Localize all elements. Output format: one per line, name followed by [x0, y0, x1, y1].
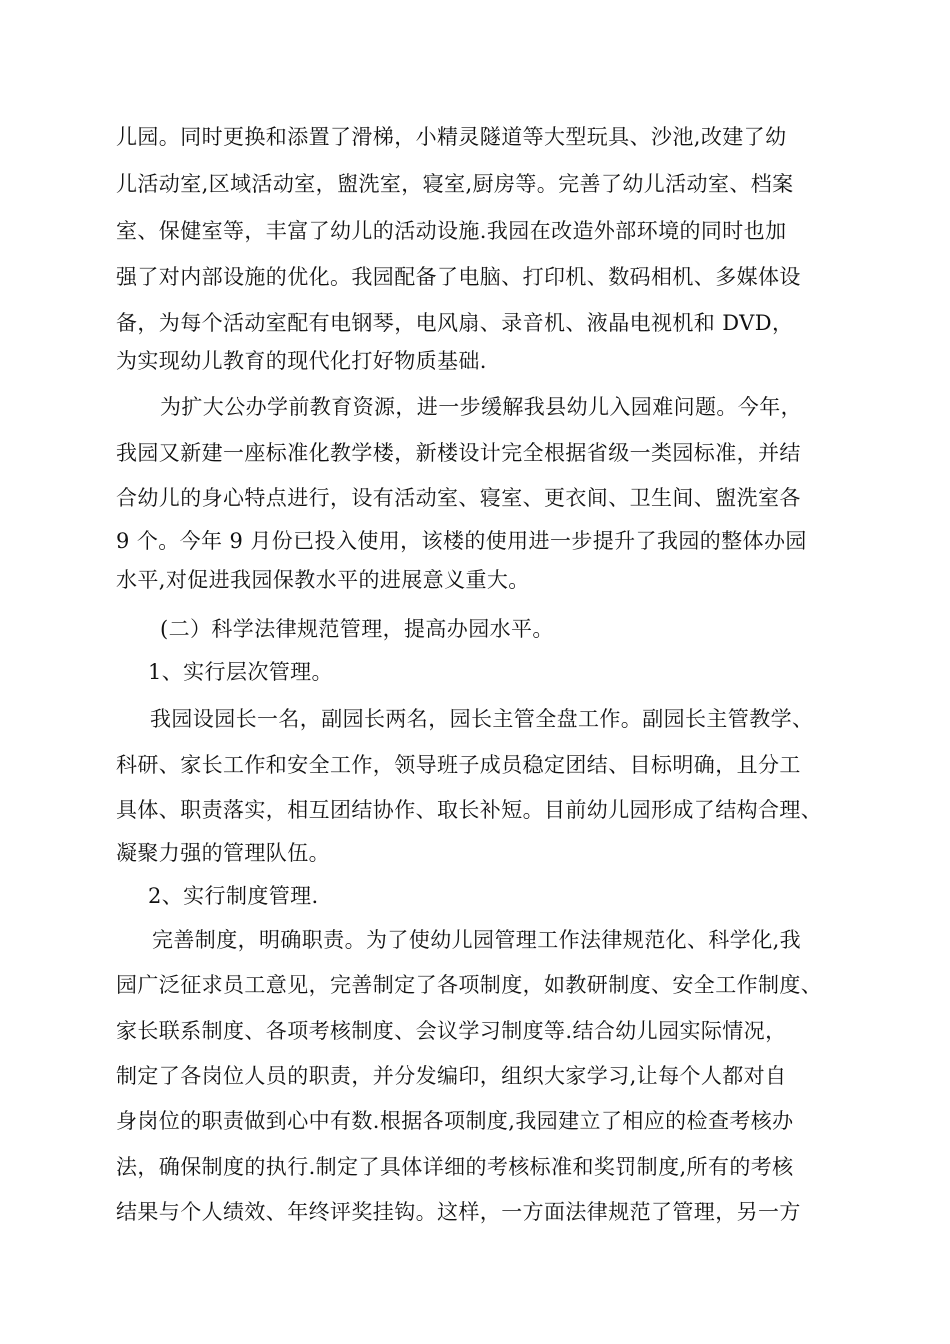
subsection-heading: 1、实行层次管理。 [148, 660, 333, 684]
text-line: 儿活动室,区域活动室，盥洗室，寝室,厨房等。完善了幼儿活动室、档案 [116, 172, 794, 196]
paragraph-first-line: 为扩大公办学前教育资源，进一步缓解我县幼儿入园难问题。今年， [160, 395, 802, 419]
text-line: 身岗位的职责做到心中有数.根据各项制度,我园建立了相应的检查考核办 [116, 1109, 794, 1133]
text-line: 结果与个人绩效、年终评奖挂钩。这样，一方面法律规范了管理，另一方 [116, 1200, 801, 1224]
paragraph-first-line: 我园设园长一名，副园长两名，园长主管全盘工作。副园长主管教学、 [150, 707, 814, 731]
text-line: 制定了各岗位人员的职责，并分发编印，组织大家学习,让每个人都对自 [116, 1064, 787, 1088]
subsection-heading: 2、实行制度管理. [148, 884, 319, 908]
text-line: 儿园。同时更换和添置了滑梯，小精灵隧道等大型玩具、沙池,改建了幼 [116, 125, 787, 149]
text-line: 强了对内部设施的优化。我园配备了电脑、打印机、数码相机、多媒体设 [116, 265, 801, 289]
text-line: 室、保健室等，丰富了幼儿的活动设施.我园在改造外部环境的同时也加 [116, 219, 787, 243]
text-line: 科研、家长工作和安全工作，领导班子成员稳定团结、目标明确，且分工 [116, 753, 801, 777]
text-line: 凝聚力强的管理队伍。 [116, 841, 330, 865]
text-line: 法，确保制度的执行.制定了具体详细的考核标准和奖罚制度,所有的考核 [116, 1155, 794, 1179]
text-line: 合幼儿的身心特点进行，设有活动室、寝室、更衣间、卫生间、盥洗室各 [116, 486, 801, 510]
text-line: 9 个。今年 9 月份已投入使用，该楼的使用进一步提升了我园的整体办园 [116, 529, 807, 553]
section-heading: (二）科学法律规范管理，提高办园水平。 [160, 617, 554, 641]
paragraph-first-line: 完善制度，明确职责。为了使幼儿园管理工作法律规范化、科学化,我 [152, 928, 802, 952]
text-line: 我园又新建一座标准化教学楼，新楼设计完全根据省级一类园标准，并结 [116, 441, 801, 465]
text-line: 具体、职责落实，相互团结协作、取长补短。目前幼儿园形成了结构合理、 [116, 798, 823, 822]
text-line: 园广泛征求员工意见，完善制定了各项制度，如教研制度、安全工作制度、 [116, 973, 823, 997]
text-line: 家长联系制度、各项考核制度、会议学习制度等.结合幼儿园实际情况， [116, 1019, 787, 1043]
text-line: 为实现幼儿教育的现代化打好物质基础. [116, 349, 487, 373]
text-line: 水平,对促进我园保教水平的进展意义重大。 [116, 568, 530, 592]
text-line: 备，为每个活动室配有电钢琴，电风扇、录音机、液晶电视机和 DVD， [116, 311, 794, 335]
